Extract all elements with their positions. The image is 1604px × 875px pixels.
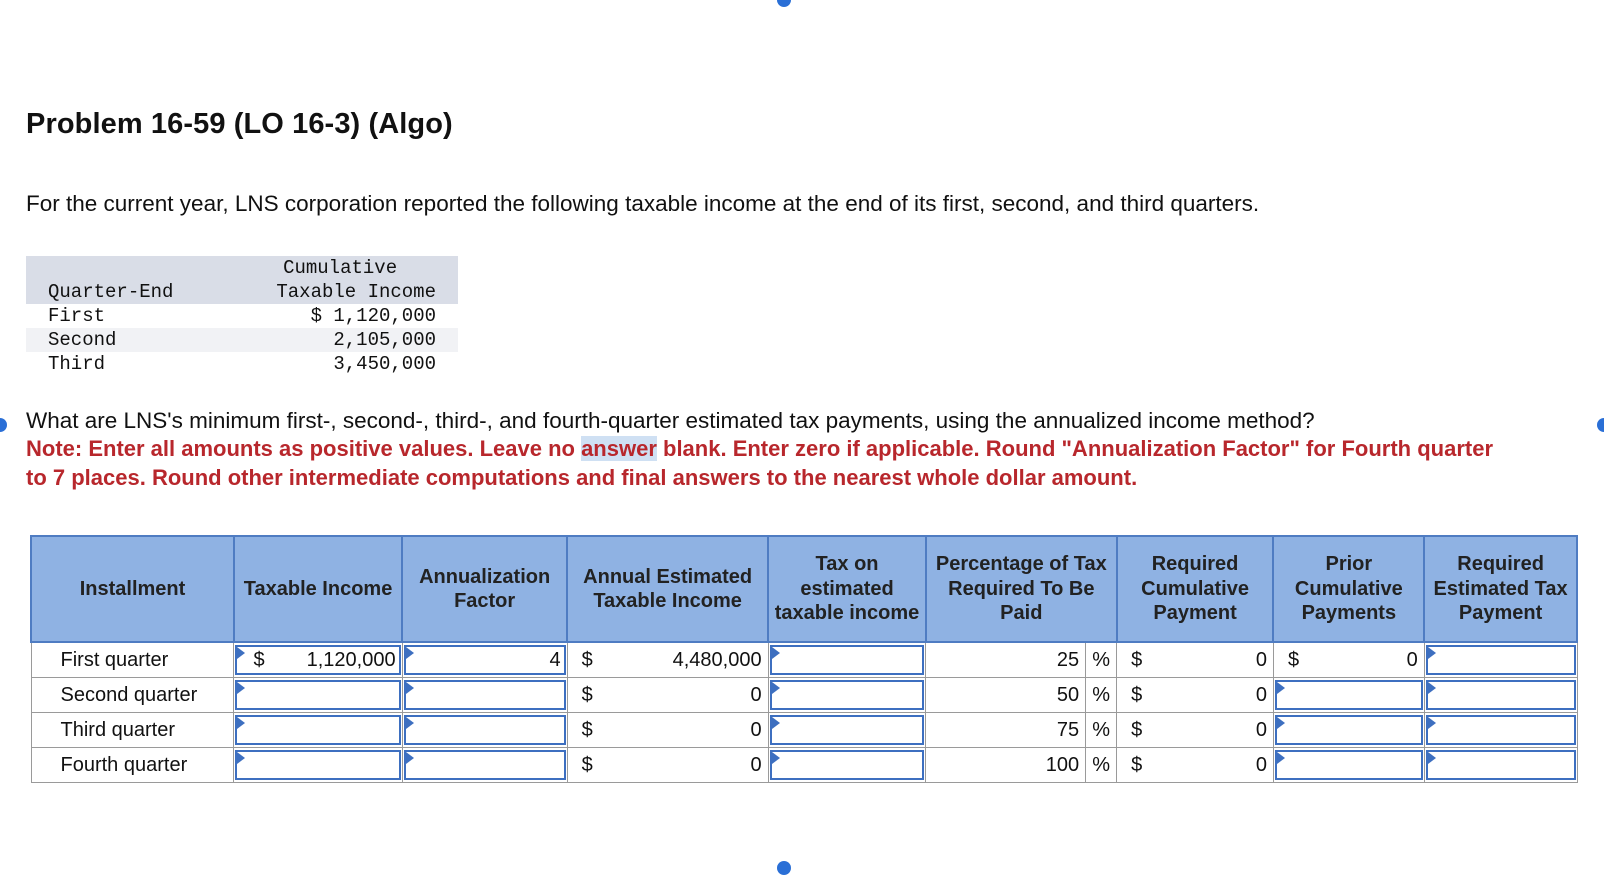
input-marker-icon — [237, 752, 245, 764]
required-estimated-payment-cell — [1424, 713, 1577, 748]
currency-symbol: $ — [581, 683, 593, 706]
taxable-income-input[interactable] — [235, 680, 400, 710]
taxable-income-cell — [234, 713, 402, 748]
percent-symbol: % — [1085, 748, 1116, 782]
percentage-value: 100 — [1045, 753, 1080, 776]
tax-on-estimated-income-input[interactable] — [770, 680, 925, 710]
input-marker-icon — [1428, 717, 1436, 729]
input-marker-icon — [1277, 717, 1285, 729]
prior-cumulative-payments-input[interactable] — [1275, 680, 1423, 710]
required-cumulative-payment-value: 0 — [1255, 753, 1267, 776]
col-required-estimated-payment: Required Estimated Tax Payment — [1424, 536, 1577, 642]
note-text-end: blank. Enter zero if applicable. Round "Annualization Factor" for Fourth quarter to 7 places. Round other intermediate computations and final answers to the nearest whole dollar amount. — [26, 436, 1494, 490]
percent-symbol: % — [1085, 713, 1116, 747]
selection-handle-right[interactable] — [1597, 418, 1604, 432]
prior-cumulative-payments-input[interactable] — [1275, 750, 1423, 780]
input-marker-icon — [772, 717, 780, 729]
input-marker-icon — [772, 752, 780, 764]
given-row-third-label: Third — [48, 353, 106, 375]
given-header-cumulative: Cumulative — [222, 256, 458, 280]
selection-handle-top[interactable] — [777, 0, 791, 7]
given-row-second-value: 2,105,000 — [222, 328, 458, 352]
installment-label: First quarter — [31, 642, 234, 678]
given-header-taxable-income: Taxable Income — [222, 280, 458, 304]
input-marker-icon — [406, 752, 414, 764]
given-income-table — [26, 256, 458, 376]
answer-grid — [30, 535, 1578, 783]
tax-on-estimated-income-cell — [768, 642, 926, 678]
currency-symbol: $ — [1131, 648, 1143, 671]
currency-symbol: $ — [1131, 683, 1143, 706]
given-header-quarter-end: Quarter-End — [26, 280, 222, 304]
input-marker-icon — [406, 647, 414, 659]
percentage-cell — [926, 748, 1117, 783]
tax-on-estimated-income-input[interactable] — [770, 750, 925, 780]
currency-symbol: $ — [581, 718, 593, 741]
annualization-factor-cell — [402, 713, 567, 748]
currency-symbol: $ — [581, 648, 593, 671]
tax-on-estimated-income-input[interactable] — [770, 715, 925, 745]
col-percentage-required: Percentage of Tax Required To Be Paid — [926, 536, 1117, 642]
input-marker-icon — [1277, 682, 1285, 694]
tax-on-estimated-income-cell — [768, 748, 926, 783]
input-marker-icon — [237, 647, 245, 659]
input-marker-icon — [772, 647, 780, 659]
grid-row — [31, 678, 1577, 713]
given-row-second-label: Second — [26, 328, 222, 352]
percent-symbol: % — [1085, 643, 1116, 677]
taxable-income-cell — [234, 678, 402, 713]
col-prior-cumulative-payments: Prior Cumulative Payments — [1273, 536, 1424, 642]
col-installment: Installment — [31, 536, 234, 642]
prior-cumulative-payments-cell — [1273, 748, 1424, 783]
prior-cumulative-payments-cell — [1273, 642, 1424, 678]
note-highlight: answer — [581, 436, 657, 461]
selection-handle-left[interactable] — [0, 418, 7, 432]
required-cumulative-payment-value: 0 — [1255, 683, 1267, 706]
annualization-factor-cell — [402, 748, 567, 783]
given-row-first-label: First — [48, 305, 106, 327]
given-row-first-value: $ 1,120,000 — [310, 305, 436, 327]
annualization-factor-cell — [402, 678, 567, 713]
prior-cumulative-payments-cell — [1273, 713, 1424, 748]
annual-estimated-income-value: 0 — [750, 683, 762, 706]
question-text: What are LNS's minimum first-, second-, third-, and fourth-quarter estimated tax payments, using the annualized income method? — [26, 408, 1315, 433]
installment-label: Second quarter — [31, 678, 234, 713]
percentage-cell — [926, 678, 1117, 713]
col-annualization-factor: Annualization Factor — [402, 536, 567, 642]
required-estimated-payment-input[interactable] — [1426, 680, 1576, 710]
note-text-start: Note: Enter all amounts as positive values. Leave no — [26, 436, 582, 461]
annual-estimated-income-value: 4,480,000 — [672, 648, 762, 671]
annualization-factor-value: 4 — [549, 648, 561, 671]
required-estimated-payment-cell — [1424, 678, 1577, 713]
input-marker-icon — [237, 682, 245, 694]
annual-estimated-income-value: 0 — [750, 753, 762, 776]
given-row-third-value: 3,450,000 — [333, 353, 436, 375]
annualization-factor-cell — [402, 642, 567, 678]
annual-estimated-income-cell — [567, 748, 768, 783]
col-required-cumulative-payment: Required Cumulative Payment — [1117, 536, 1274, 642]
grid-row — [31, 748, 1577, 783]
input-marker-icon — [1428, 682, 1436, 694]
col-annual-estimated-income: Annual Estimated Taxable Income — [567, 536, 768, 642]
input-marker-icon — [406, 682, 414, 694]
selection-handle-bottom[interactable] — [777, 861, 791, 875]
currency-symbol: $ — [1131, 718, 1143, 741]
taxable-income-input[interactable] — [235, 750, 400, 780]
taxable-income-input[interactable] — [235, 715, 400, 745]
annual-estimated-income-value: 0 — [750, 718, 762, 741]
col-taxable-income: Taxable Income — [234, 536, 402, 642]
required-estimated-payment-input[interactable] — [1426, 750, 1576, 780]
taxable-income-input[interactable] — [235, 645, 400, 675]
col-tax-on-estimated-income: Tax on estimated taxable income — [768, 536, 926, 642]
percentage-value: 50 — [1056, 683, 1080, 706]
grid-row — [31, 642, 1577, 678]
tax-on-estimated-income-cell — [768, 678, 926, 713]
input-marker-icon — [1428, 752, 1436, 764]
currency-symbol: $ — [1287, 648, 1300, 671]
tax-on-estimated-income-input[interactable] — [770, 645, 925, 675]
currency-symbol: $ — [581, 753, 593, 776]
percentage-value: 75 — [1056, 718, 1080, 741]
input-marker-icon — [406, 717, 414, 729]
required-estimated-payment-cell — [1424, 642, 1577, 678]
annualization-factor-input[interactable] — [404, 645, 566, 675]
currency-symbol: $ — [253, 648, 265, 671]
instruction-note — [26, 435, 1506, 492]
required-cumulative-payment-value: 0 — [1255, 648, 1267, 671]
required-estimated-payment-input[interactable] — [1426, 645, 1576, 675]
annual-estimated-income-cell — [567, 642, 768, 678]
taxable-income-cell — [234, 642, 402, 678]
required-cumulative-payment-value: 0 — [1255, 718, 1267, 741]
tax-on-estimated-income-cell — [768, 713, 926, 748]
required-cumulative-payment-cell — [1117, 748, 1274, 783]
input-marker-icon — [1428, 647, 1436, 659]
taxable-income-value: 1,120,000 — [306, 648, 396, 671]
input-marker-icon — [237, 717, 245, 729]
required-cumulative-payment-cell — [1117, 713, 1274, 748]
percentage-value: 25 — [1056, 648, 1080, 671]
page-title: Problem 16-59 (LO 16-3) (Algo) — [26, 108, 453, 140]
percentage-cell — [926, 642, 1117, 678]
annualization-factor-input[interactable] — [404, 715, 566, 745]
prior-cumulative-payments-input[interactable] — [1275, 715, 1423, 745]
intro-text: For the current year, LNS corporation reported the following taxable income at the end of its first, second, and third quarters. — [26, 191, 1260, 216]
required-cumulative-payment-cell — [1117, 678, 1274, 713]
required-cumulative-payment-cell — [1117, 642, 1274, 678]
annualization-factor-input[interactable] — [404, 680, 566, 710]
currency-symbol: $ — [1131, 753, 1143, 776]
annual-estimated-income-cell — [567, 713, 768, 748]
installment-label: Fourth quarter — [31, 748, 234, 783]
percentage-cell — [926, 713, 1117, 748]
prior-cumulative-payments-value: 0 — [1406, 648, 1418, 671]
annualization-factor-input[interactable] — [404, 750, 566, 780]
percent-symbol: % — [1085, 678, 1116, 712]
required-estimated-payment-cell — [1424, 748, 1577, 783]
input-marker-icon — [1277, 752, 1285, 764]
annual-estimated-income-cell — [567, 678, 768, 713]
prior-cumulative-payments-cell — [1273, 678, 1424, 713]
installment-label: Third quarter — [31, 713, 234, 748]
input-marker-icon — [772, 682, 780, 694]
required-estimated-payment-input[interactable] — [1426, 715, 1576, 745]
given-header-top-blank — [26, 256, 222, 280]
taxable-income-cell — [234, 748, 402, 783]
grid-row — [31, 713, 1577, 748]
